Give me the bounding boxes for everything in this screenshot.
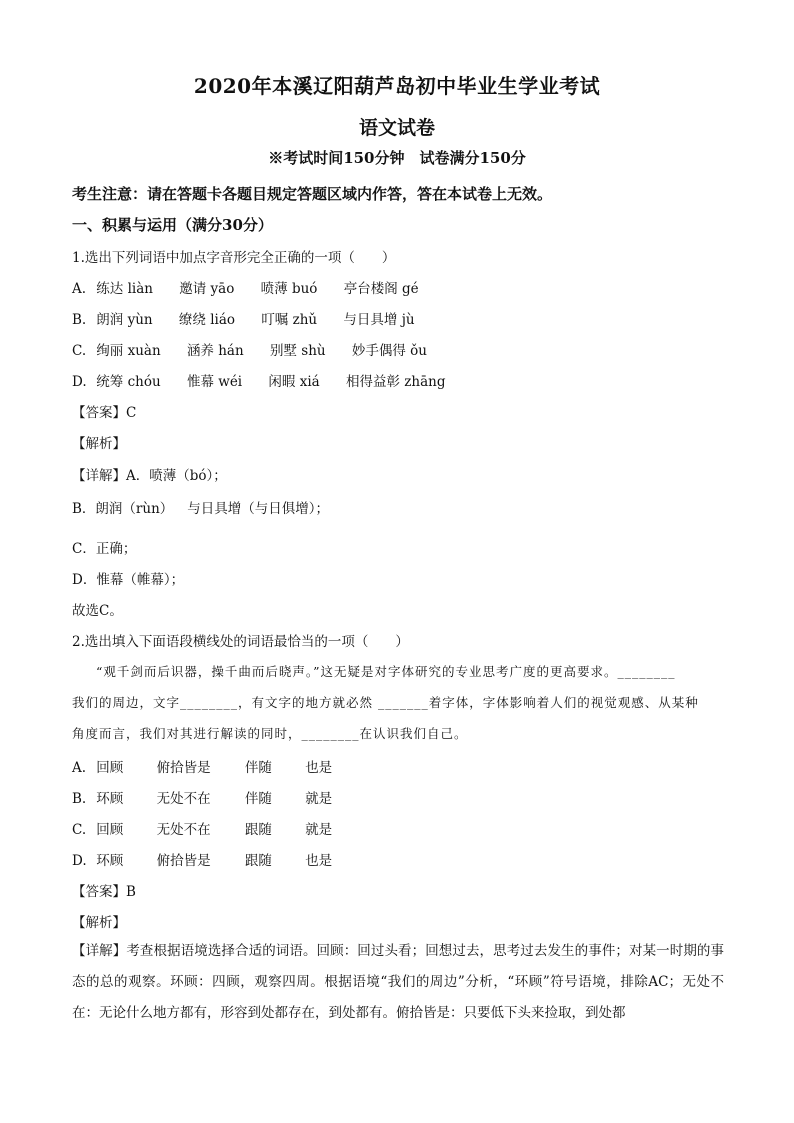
section-heading: 一、积累与运用（满分30分） — [72, 216, 273, 234]
exam-subtitle: 语文试卷 — [358, 117, 435, 139]
q2-option-c: C. 回顾 无处不在 跟随 就是 — [72, 822, 333, 838]
q1-stem: 1.选出下列词语中加点字音形完全正确的一项（ ） — [72, 250, 396, 266]
q1-detail-a: 【详解】A．喷薄（bó）； — [72, 468, 227, 484]
q2-option-d: D. 环顾 俯拾皆是 跟随 也是 — [72, 853, 333, 869]
q1-option-c: C. 绚丽 xuàn 涵养 hán 别墅 shù 妙手偶得 ǒu — [72, 343, 427, 359]
q2-option-a: A. 回顾 俯拾皆是 伴随 也是 — [72, 760, 333, 776]
q2-analysis-tag: 【解析】 — [72, 915, 126, 931]
q2-answer: 【答案】B — [72, 884, 136, 900]
q2-detail: 【详解】考查根据语境选择合适的词语。回顾：回过头看；回想过去，思考过去发生的事件；对某一时期的事态的总的观察。环顾：四顾，观察四周。根据语境“我们的周边”分析，“环顾”符号语境，排除AC；无处不在：无论什么地方都有，形容到处都存在，到处都有。俯拾皆是：只要低下头来捡取，到处都 — [72, 943, 724, 1021]
passage-line: 我们的周边，文字________，有文字的地方就必然 _______着字体，字体影响着人们的视觉观感、从某种 — [72, 695, 699, 710]
q1-option-d: D. 统筹 chóu 惟幕 wéi 闲暇 xiá 相得益彰 zhāng — [72, 374, 446, 390]
q1-option-a: A. 练达 liàn 邀请 yāo 喷薄 buó 亭台楼阁 gé — [72, 281, 419, 297]
notice: 考生注意：请在答题卡各题目规定答题区域内作答，答在本试卷上无效。 — [72, 185, 553, 203]
q1-analysis-tag: 【解析】 — [72, 436, 126, 452]
q1-answer: 【答案】C — [72, 405, 137, 421]
exam-title: 2020年本溪辽阳葫芦岛初中毕业生学业考试 — [193, 74, 601, 98]
q2-stem: 2.选出填入下面语段横线处的词语最恰当的一项（ ） — [72, 634, 409, 650]
passage-line: 角度而言，我们对其进行解读的同时，________在认识我们自己。 — [72, 726, 468, 741]
q1-detail-d: D．惟幕（帷幕）； — [72, 572, 185, 588]
q2-passage — [72, 656, 722, 749]
q1-detail-b: B．朗润（rùn） 与日具增（与日俱增）； — [72, 501, 330, 517]
q2-option-b: B. 环顾 无处不在 伴随 就是 — [72, 791, 333, 807]
passage-line: “观千剑而后识器，操千曲而后晓声。”这无疑是对字体研究的专业思考广度的更高要求。________ — [96, 664, 676, 679]
exam-info: ※考试时间150分钟 试卷满分150分 — [268, 149, 526, 167]
q1-detail-c: C．正确； — [72, 541, 137, 557]
q1-option-b: B. 朗润 yùn 缭绕 liáo 叮嘱 zhǔ 与日具增 jù — [72, 312, 415, 328]
q1-conclusion: 故选C。 — [72, 603, 123, 619]
